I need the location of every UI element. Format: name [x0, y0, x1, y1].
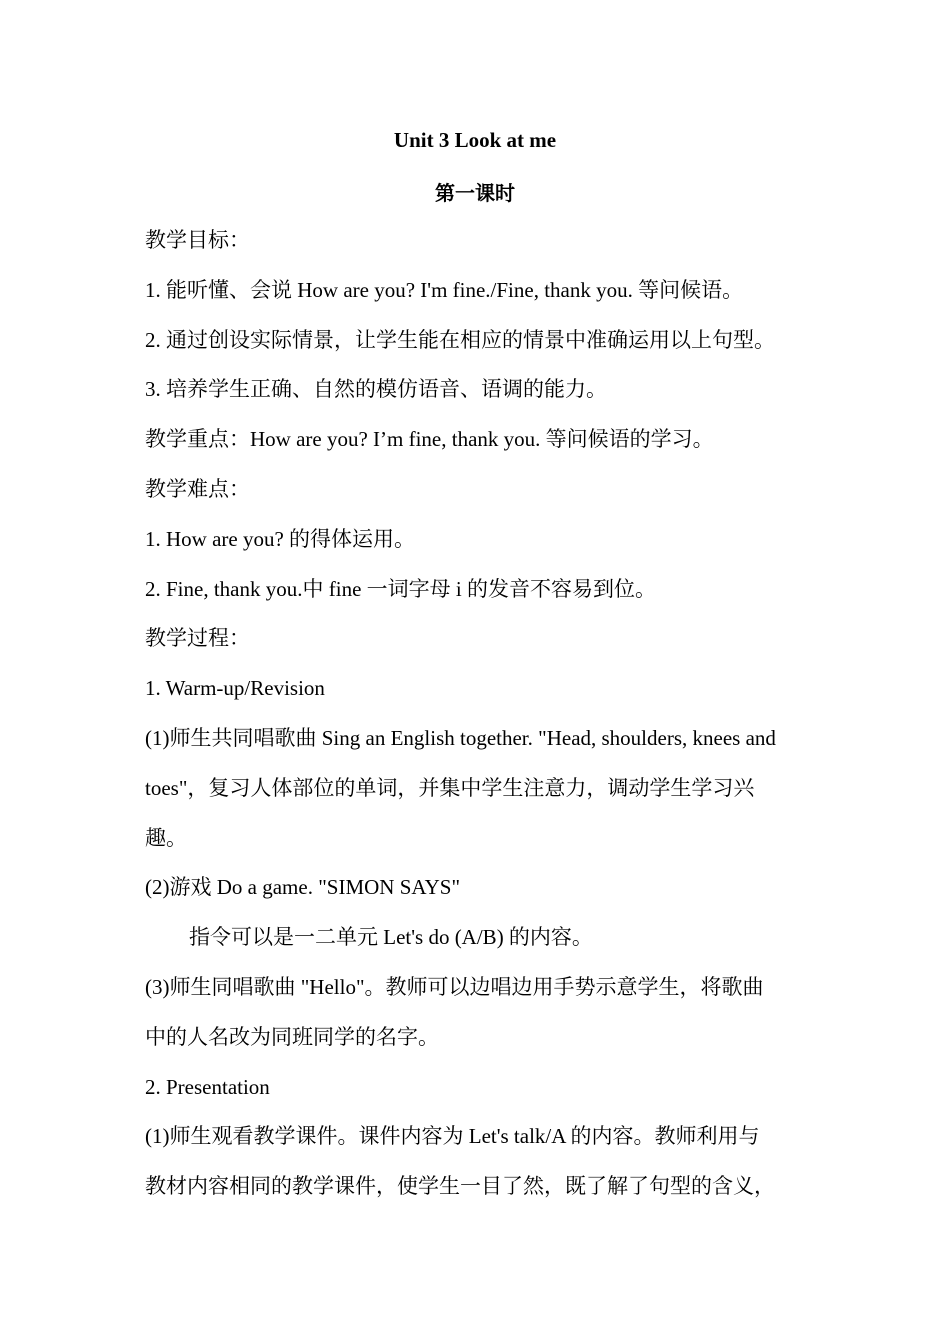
section-heading-difficulties: 教学难点：	[145, 476, 250, 501]
section-heading-objectives: 教学目标：	[145, 228, 250, 252]
paragraph-line: (1)师生共同唱歌曲 Sing an English together. "Head, shoulders, knees and	[145, 725, 776, 750]
paragraph-line: 趣。	[145, 825, 187, 850]
paragraph-line: 1. How are you? 的得体运用。	[145, 526, 416, 551]
lesson-subtitle: 第一课时	[435, 181, 515, 205]
paragraph-line: 3. 培养学生正确、自然的模仿语音、语调的能力。	[145, 377, 607, 402]
paragraph-line: (3)师生同唱歌曲 "Hello"。教师可以边唱边用手势示意学生，将歌曲	[145, 974, 764, 999]
step-heading-presentation: 2. Presentation	[145, 1074, 270, 1099]
paragraph-line: (2)游戏 Do a game. "SIMON SAYS"	[145, 875, 461, 900]
step-heading-warmup: 1. Warm-up/Revision	[145, 676, 325, 701]
document-title: Unit 3 Look at me	[393, 128, 557, 152]
section-heading-process: 教学过程：	[145, 626, 250, 651]
paragraph-line: 指令可以是一二单元 Let's do (A/B) 的内容。	[189, 925, 593, 950]
paragraph-line: 2. 通过创设实际情景，让学生能在相应的情景中准确运用以上句型。	[145, 327, 775, 352]
document-body	[145, 224, 825, 1220]
paragraph-line: toes"，复习人体部位的单词，并集中学生注意力，调动学生学习兴	[145, 775, 755, 800]
paragraph-line: 中的人名改为同班同学的名字。	[145, 1024, 439, 1049]
key-points-line: 教学重点：How are you? I’m fine, thank you. 等问候语的学习。	[145, 427, 714, 452]
paragraph-line: (1)师生观看教学课件。课件内容为 Let's talk/A 的内容。教师利用与	[145, 1124, 760, 1149]
paragraph-line: 教材内容相同的教学课件，使学生一目了然，既了解了句型的含义，	[145, 1174, 775, 1199]
paragraph-line: 2. Fine, thank you.中 fine 一词字母 i 的发音不容易到位。	[145, 576, 656, 601]
paragraph-line: 1. 能听懂、会说 How are you? I'm fine./Fine, thank you. 等问候语。	[145, 277, 744, 302]
